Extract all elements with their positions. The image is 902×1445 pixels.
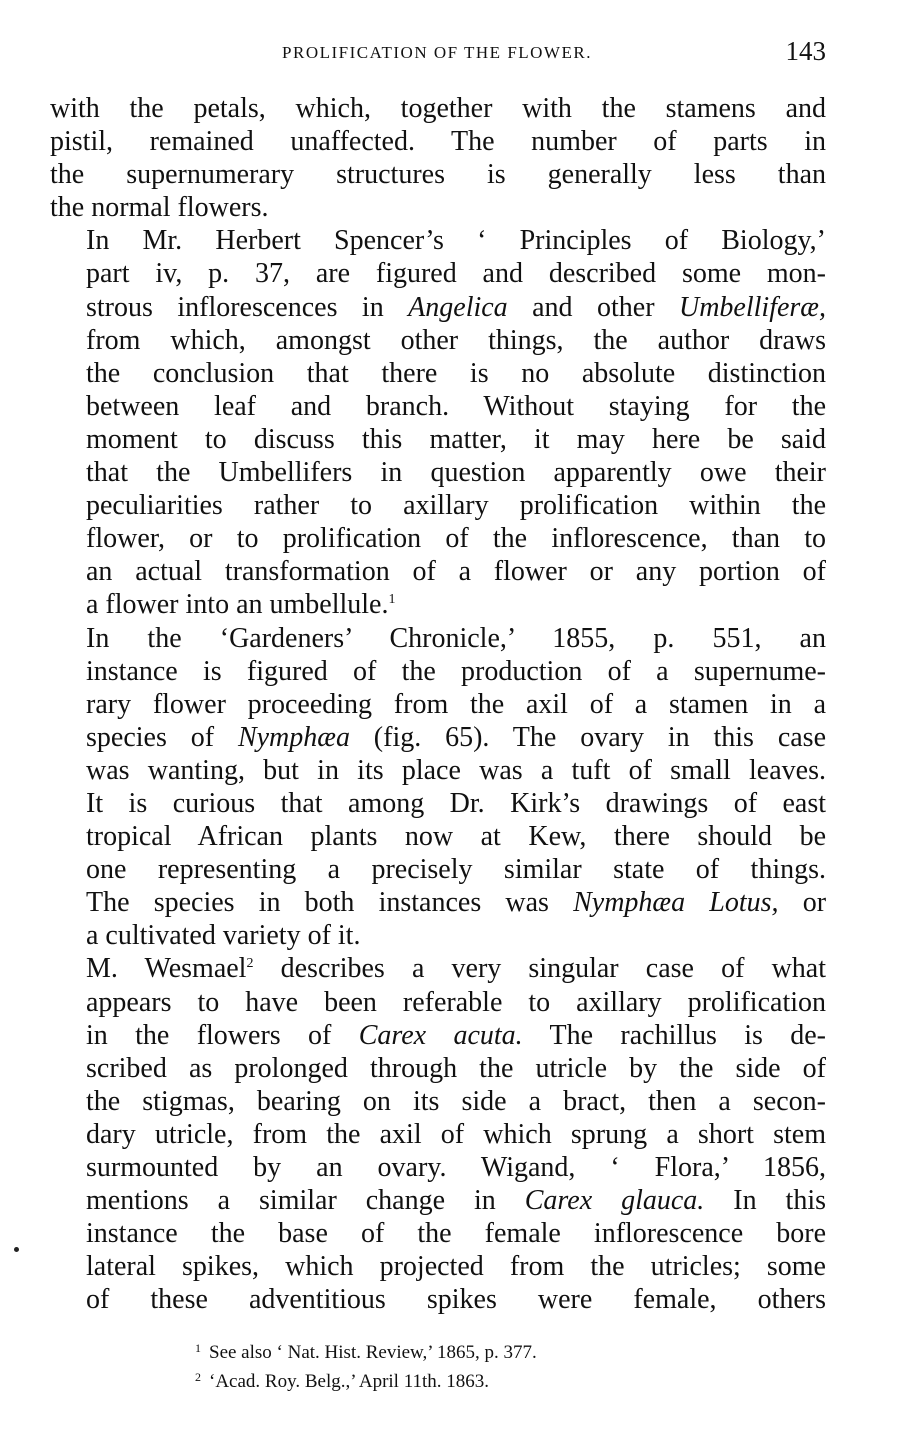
text-line: scribed as prolonged through the utricle by the side of <box>86 1052 826 1084</box>
text-segment: or <box>778 887 827 919</box>
text-line: instance is figured of the production of a supernume- <box>86 655 826 687</box>
paragraph-1 <box>50 92 826 224</box>
text-line: In the ‘Gardeners’ Chronicle,’ 1855, p. 551, an <box>86 622 826 654</box>
text-line: the conclusion that there is no absolute distinction <box>86 357 826 389</box>
text-segment: M. Wesmael <box>86 953 247 985</box>
footnote-1 <box>195 1336 795 1365</box>
body-text <box>50 92 826 1316</box>
text-line: appears to have been referable to axillary prolification <box>86 986 826 1018</box>
footnote-ref: 1 <box>388 592 396 608</box>
text-segment: In this <box>704 1185 826 1217</box>
text-line: an actual transformation of a flower or any portion of <box>86 556 826 588</box>
text-line: between leaf and branch. Without staying for the <box>86 390 826 422</box>
text-line: the normal flowers. <box>50 192 269 224</box>
text-line: the supernumerary structures is generally less than <box>50 159 826 191</box>
text-line: that the Umbellifers in question apparently owe their <box>86 457 826 489</box>
text-segment: describes a very singular case of what <box>253 953 826 985</box>
text-line: dary utricle, from the axil of which sprung a short stem <box>86 1118 826 1150</box>
text-line: instance the base of the female inflorescence bore <box>86 1218 826 1250</box>
paragraph-4 <box>50 952 826 1316</box>
text-line <box>50 721 826 754</box>
text-line: with the petals, which, together with the stamens and <box>50 93 826 124</box>
italic-genus: Angelica <box>408 291 508 323</box>
text-line <box>50 952 826 985</box>
text-line: surmounted by an ovary. Wigand, ‘ Flora,’ 1856, <box>86 1152 826 1183</box>
running-head <box>48 36 826 72</box>
text-line: was wanting, but in its place was a tuft of small leaves. <box>86 754 826 786</box>
text-line: one representing a precisely similar state of things. <box>86 854 826 886</box>
text-segment: a flower into an umbellule. <box>86 589 389 621</box>
text-line <box>50 886 826 919</box>
text-segment: species of <box>86 721 238 753</box>
text-line: moment to discuss this matter, it may here be said <box>86 423 826 455</box>
page-number: 143 <box>785 36 826 66</box>
text-segment: mentions a similar change in <box>86 1185 525 1217</box>
text-line: the stigmas, bearing on its side a bract, then a secon- <box>86 1085 826 1117</box>
text-line: peculiarities rather to axillary prolification within the <box>86 490 826 522</box>
text-line: flower, or to prolification of the inflorescence, than to <box>86 523 826 555</box>
footnote-mark: 2 <box>195 1370 201 1384</box>
text-line: tropical African plants now at Kew, there should be <box>86 821 826 853</box>
text-segment: and other <box>507 291 679 323</box>
text-line: pistil, remained unaffected. The number of parts in <box>50 126 826 158</box>
footnote-text: See also ‘ Nat. Hist. Review,’ 1865, p. 377. <box>209 1342 537 1363</box>
text-line: lateral spikes, which projected from the utricles; some <box>86 1251 826 1283</box>
italic-species: Nymphæa Lotus, <box>573 887 779 919</box>
text-segment: strous inflorescences in <box>86 291 409 323</box>
footnote-ref: 2 <box>246 956 254 972</box>
text-segment: The species in both instances was <box>86 887 574 919</box>
text-segment: (fig. 65). The ovary in this case <box>349 721 826 753</box>
italic-species: Carex glauca. <box>524 1185 705 1217</box>
text-line <box>50 1019 826 1052</box>
running-title: PROLIFICATION OF THE FLOWER. <box>282 43 592 62</box>
italic-species: Carex acuta. <box>358 1019 523 1051</box>
paragraph-2 <box>50 224 826 621</box>
text-line: of these adventitious spikes were female, others <box>86 1284 826 1316</box>
text-line: a cultivated variety of it. <box>86 920 361 952</box>
paragraph-3 <box>50 622 826 953</box>
footnote-mark: 1 <box>195 1341 201 1355</box>
print-speck <box>14 1247 19 1252</box>
italic-genus: Nymphæa <box>237 721 350 753</box>
text-line: It is curious that among Dr. Kirk’s drawings of east <box>86 787 826 819</box>
italic-family: Umbelliferæ, <box>678 291 826 323</box>
text-line: rary flower proceeding from the axil of a stamen in a <box>86 688 826 720</box>
text-line: In Mr. Herbert Spencer’s ‘ Principles of Biology,’ <box>86 225 826 257</box>
footnote-text: ‘Acad. Roy. Belg.,’ April 11th. 1863. <box>209 1371 490 1392</box>
text-line <box>50 1184 826 1217</box>
footnote-2 <box>195 1365 795 1394</box>
text-line: from which, amongst other things, the author draws <box>86 324 826 356</box>
footnotes <box>195 1336 795 1394</box>
text-segment: The rachillus is de- <box>522 1019 826 1051</box>
text-line: part iv, p. 37, are figured and described some mon- <box>86 258 826 290</box>
text-segment: in the flowers of <box>86 1019 359 1051</box>
text-line <box>50 291 826 324</box>
text-line <box>50 588 826 621</box>
